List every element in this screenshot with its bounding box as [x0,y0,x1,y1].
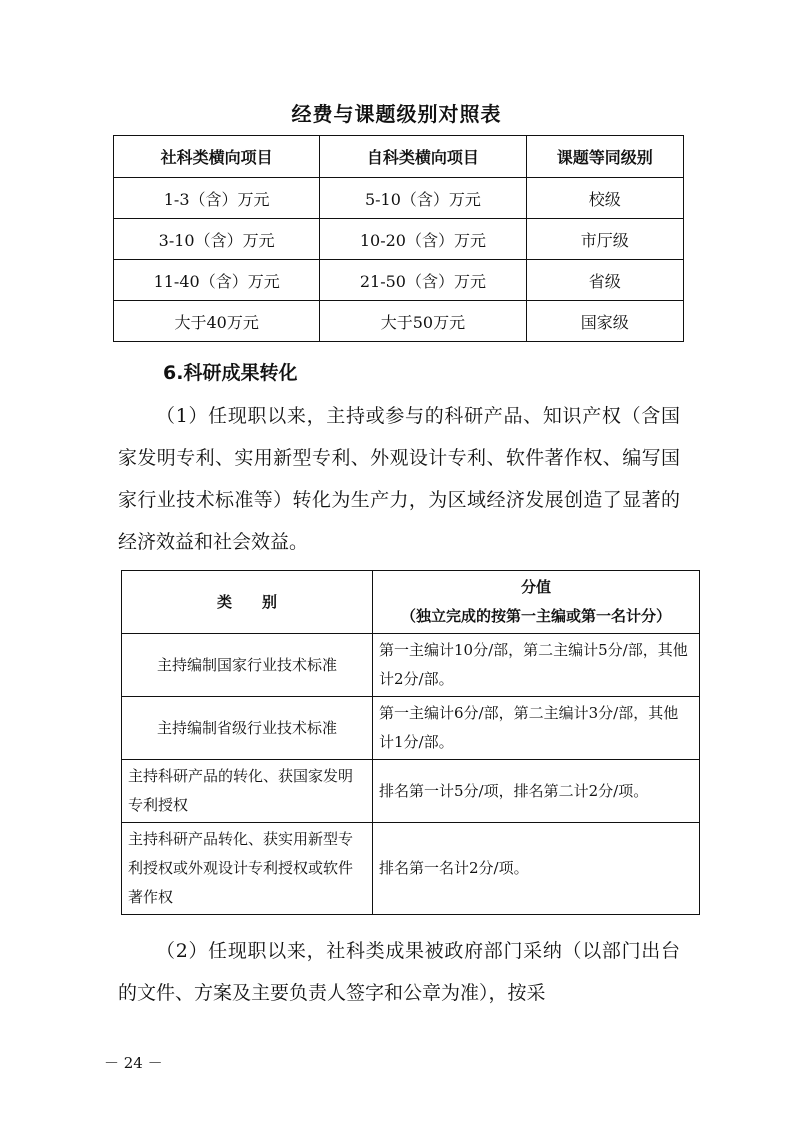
funding-level-table [113,135,684,342]
table-cell: 1-3（含）万元 [114,178,320,219]
header-score [373,571,700,634]
table-row [114,301,684,342]
table-cell: 大于50万元 [320,301,526,342]
table-cell: 3-10（含）万元 [114,219,320,260]
table1-title: 经费与课题级别对照表 [291,102,502,126]
table-cell: 校级 [526,178,683,219]
paragraph-1: （1）任现职以来，主持或参与的科研产品、知识产权（含国家发明专利、实用新型专利、外观设计专利、软件著作权、编写国家行业技术标准等）转化为生产力，为区域经济发展创造了显著的经济效益和社会效益。 [118,405,680,553]
header-cell: 课题等同级别 [526,136,683,178]
score-cell: 第一主编计6分/部，第二主编计3分/部，其他计1分/部。 [373,697,700,760]
score-cell: 第一主编计10分/部，第二主编计5分/部，其他计2分/部。 [373,634,700,697]
category-cell: 主持科研产品的转化、获国家发明专利授权 [122,760,373,823]
table-header-row [122,571,700,634]
page-number: － 24 － [104,1054,163,1072]
table-cell: 11-40（含）万元 [114,260,320,301]
table-row [114,260,684,301]
table-row [122,697,700,760]
header-score-line2: （独立完成的按第一主编或第一名计分） [400,607,671,625]
section-heading: 6.科研成果转化 [163,362,298,384]
table-header-row [114,136,684,178]
table-row [122,634,700,697]
header-cell: 自科类横向项目 [320,136,526,178]
table-cell: 大于40万元 [114,301,320,342]
table-cell: 市厅级 [526,219,683,260]
category-cell: 主持科研产品转化、获实用新型专利授权或外观设计专利授权或软件著作权 [122,823,373,915]
table-row [114,178,684,219]
paragraph-2: （2）任现职以来，社科类成果被政府部门采纳（以部门出台的文件、方案及主要负责人签字和公章为准），按采 [118,940,680,1004]
header-score-line1: 分值 [520,578,551,596]
table-cell: 5-10（含）万元 [320,178,526,219]
table-row [122,760,700,823]
category-cell: 主持编制国家行业技术标准 [122,634,373,697]
score-cell: 排名第一名计2分/项。 [373,823,700,915]
score-cell: 排名第一计5分/项，排名第二计2分/项。 [373,760,700,823]
table-cell: 21-50（含）万元 [320,260,526,301]
category-cell: 主持编制省级行业技术标准 [122,697,373,760]
table-cell: 省级 [526,260,683,301]
table-cell: 国家级 [526,301,683,342]
table-row [122,823,700,915]
score-table [121,570,700,915]
table-row [114,219,684,260]
table-cell: 10-20（含）万元 [320,219,526,260]
header-cell: 社科类横向项目 [114,136,320,178]
header-category: 类 别 [122,571,373,634]
